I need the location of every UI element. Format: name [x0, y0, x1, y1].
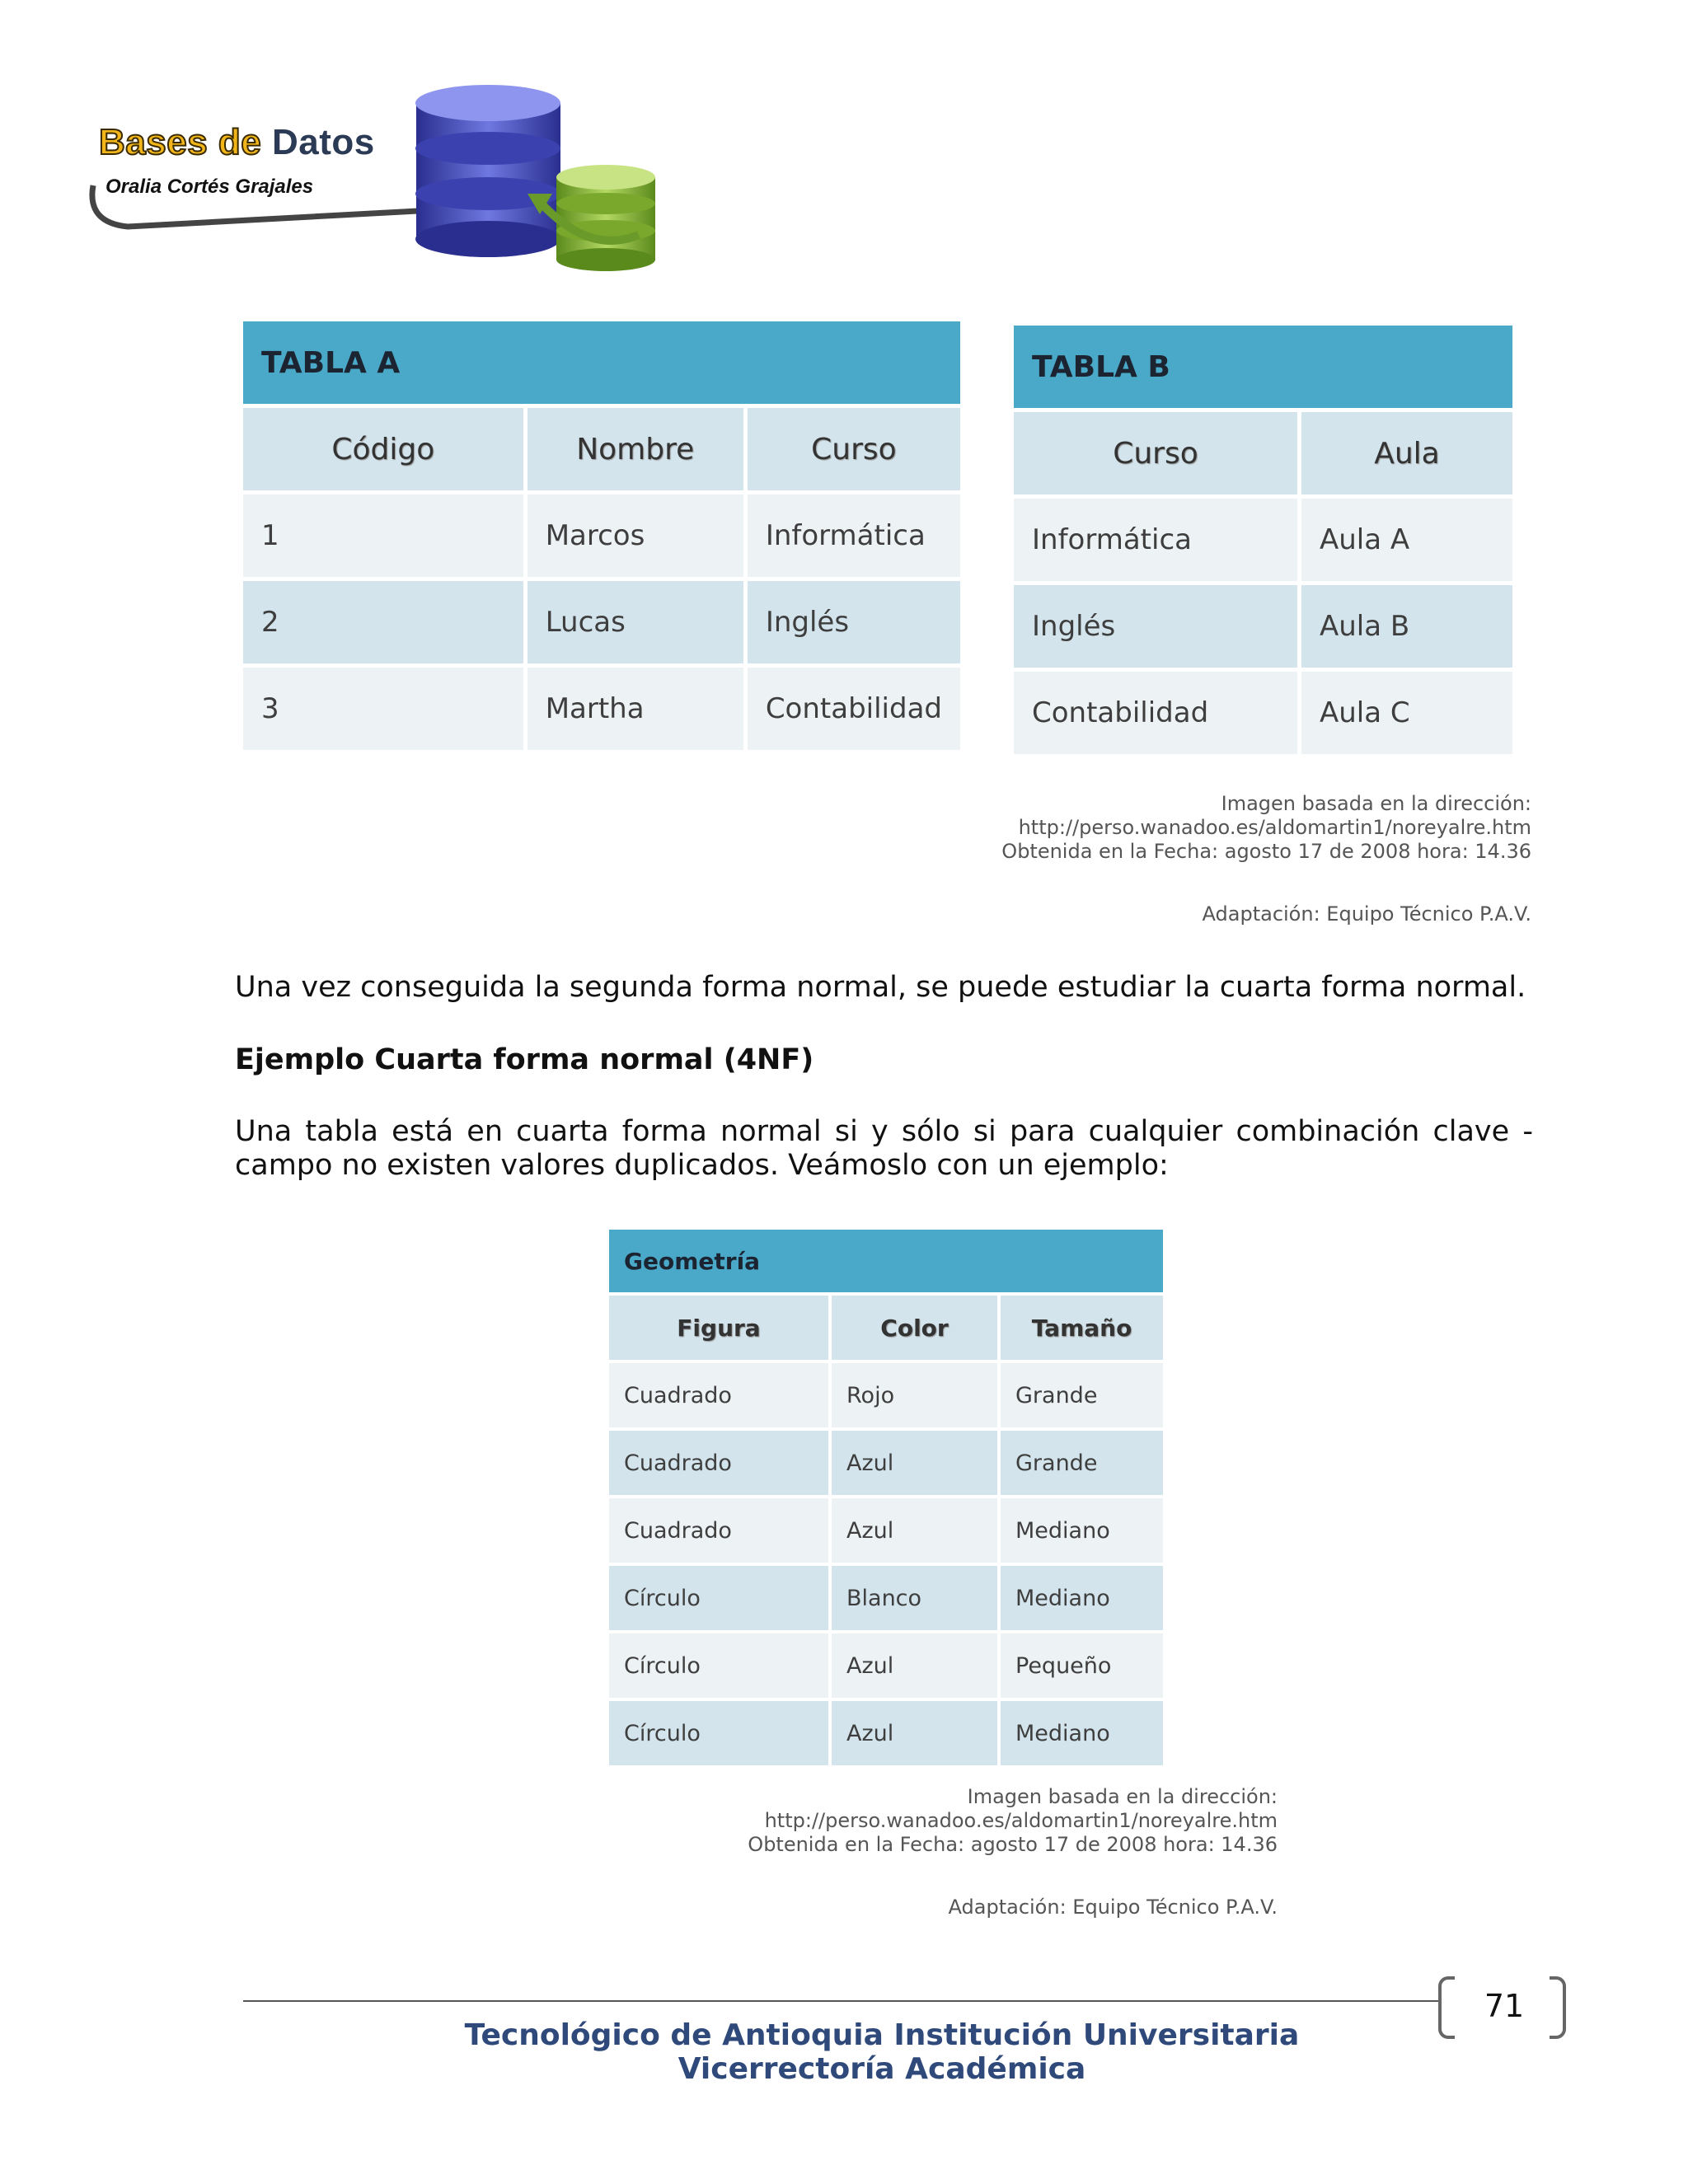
table-cell: Cuadrado — [609, 1431, 828, 1495]
footer-department: Vicerrectoría Académica — [678, 2052, 1086, 2086]
table-title: TABLA A — [243, 321, 960, 404]
table-cell: Grande — [1001, 1431, 1163, 1495]
caption-url: http://perso.wanadoo.es/aldomartin1/noreyalre.htm — [1018, 816, 1531, 839]
table-title: TABLA B — [1014, 326, 1512, 408]
logo-word-datos: Datos — [272, 122, 375, 162]
table-cell: Mediano — [1001, 1566, 1163, 1630]
tabla-b — [1010, 321, 1517, 758]
table-row — [1014, 672, 1512, 754]
table-cell: Azul — [832, 1431, 997, 1495]
tabla-a — [239, 317, 964, 754]
table-cell: 2 — [243, 581, 523, 663]
table-cell: Aula C — [1301, 672, 1512, 754]
table-cell: Inglés — [748, 581, 960, 663]
table-cell: Círculo — [609, 1701, 828, 1765]
column-header: Tamaño — [1001, 1296, 1163, 1360]
table-cell: Inglés — [1014, 585, 1297, 668]
table-cell: Mediano — [1001, 1498, 1163, 1563]
table-cell: Rojo — [832, 1363, 997, 1427]
paragraph: Una vez conseguida la segunda forma normal, se puede estudiar la cuarta forma normal. — [235, 971, 1526, 1004]
page-number: 71 — [1484, 1988, 1525, 2024]
caption-url: http://perso.wanadoo.es/aldomartin1/noreyalre.htm — [764, 1809, 1278, 1832]
table-row — [609, 1701, 1163, 1765]
column-header: Figura — [609, 1296, 828, 1360]
caption-date: Obtenida en la Fecha: agosto 17 de 2008 hora: 14.36 — [748, 1833, 1278, 1856]
table-cell: Aula A — [1301, 499, 1512, 581]
table-cell: Azul — [832, 1701, 997, 1765]
caption-line: Imagen basada en la dirección: — [1221, 792, 1531, 815]
table-cell: Lucas — [528, 581, 743, 663]
table-cell: Azul — [832, 1498, 997, 1563]
table-cell: Círculo — [609, 1566, 828, 1630]
caption-line: Imagen basada en la dirección: — [967, 1785, 1278, 1808]
table-row — [243, 494, 960, 577]
table-cell: Pequeño — [1001, 1633, 1163, 1698]
table-cell: Aula B — [1301, 585, 1512, 668]
column-header: Código — [243, 408, 523, 490]
table-row — [609, 1498, 1163, 1563]
table-cell: Cuadrado — [609, 1363, 828, 1427]
table-row — [609, 1633, 1163, 1698]
paragraph: Una tabla está en cuarta forma normal si y sólo si para cualquier combinación clave - campo no existen valores duplicados. Veámoslo con un ejemplo: — [235, 1115, 1533, 1182]
table-cell: Martha — [528, 668, 743, 750]
table-row — [1014, 499, 1512, 581]
column-header: Curso — [748, 408, 960, 490]
image-caption — [0, 1785, 1278, 1857]
table-cell: Grande — [1001, 1363, 1163, 1427]
logo-author: Oralia Cortés Grajales — [106, 176, 314, 198]
table-cell: Contabilidad — [1014, 672, 1297, 754]
logo-word-bases: Bases — [99, 122, 209, 162]
logo-title — [99, 122, 375, 163]
table-cell: Cuadrado — [609, 1498, 828, 1563]
section-heading: Ejemplo Cuarta forma normal (4NF) — [235, 1043, 814, 1076]
table-row — [609, 1363, 1163, 1427]
column-header: Aula — [1301, 412, 1512, 494]
table-cell: Mediano — [1001, 1701, 1163, 1765]
table-row — [243, 668, 960, 750]
table-cell: Blanco — [832, 1566, 997, 1630]
table-title: Geometría — [609, 1230, 1163, 1292]
table-cell: 3 — [243, 668, 523, 750]
footer-institution: Tecnológico de Antioquia Institución Universitaria — [464, 2018, 1300, 2052]
footer-divider — [243, 2000, 1438, 2002]
image-caption — [0, 792, 1531, 864]
column-header: Nombre — [528, 408, 743, 490]
table-cell: 1 — [243, 494, 523, 577]
table-row — [609, 1431, 1163, 1495]
caption-adaptation: Adaptación: Equipo Técnico P.A.V. — [948, 1896, 1278, 1919]
table-cell: Informática — [748, 494, 960, 577]
caption-date: Obtenida en la Fecha: agosto 17 de 2008 hora: 14.36 — [1001, 840, 1531, 863]
logo-word-de: de — [218, 122, 262, 162]
tabla-geometria — [606, 1226, 1166, 1769]
column-header: Curso — [1014, 412, 1297, 494]
table-cell: Círculo — [609, 1633, 828, 1698]
caption-adaptation: Adaptación: Equipo Técnico P.A.V. — [1202, 902, 1531, 926]
table-row — [1014, 585, 1512, 668]
column-header: Color — [832, 1296, 997, 1360]
table-row — [243, 581, 960, 663]
table-cell: Marcos — [528, 494, 743, 577]
table-row — [609, 1566, 1163, 1630]
table-cell: Contabilidad — [748, 668, 960, 750]
table-cell: Informática — [1014, 499, 1297, 581]
table-cell: Azul — [832, 1633, 997, 1698]
